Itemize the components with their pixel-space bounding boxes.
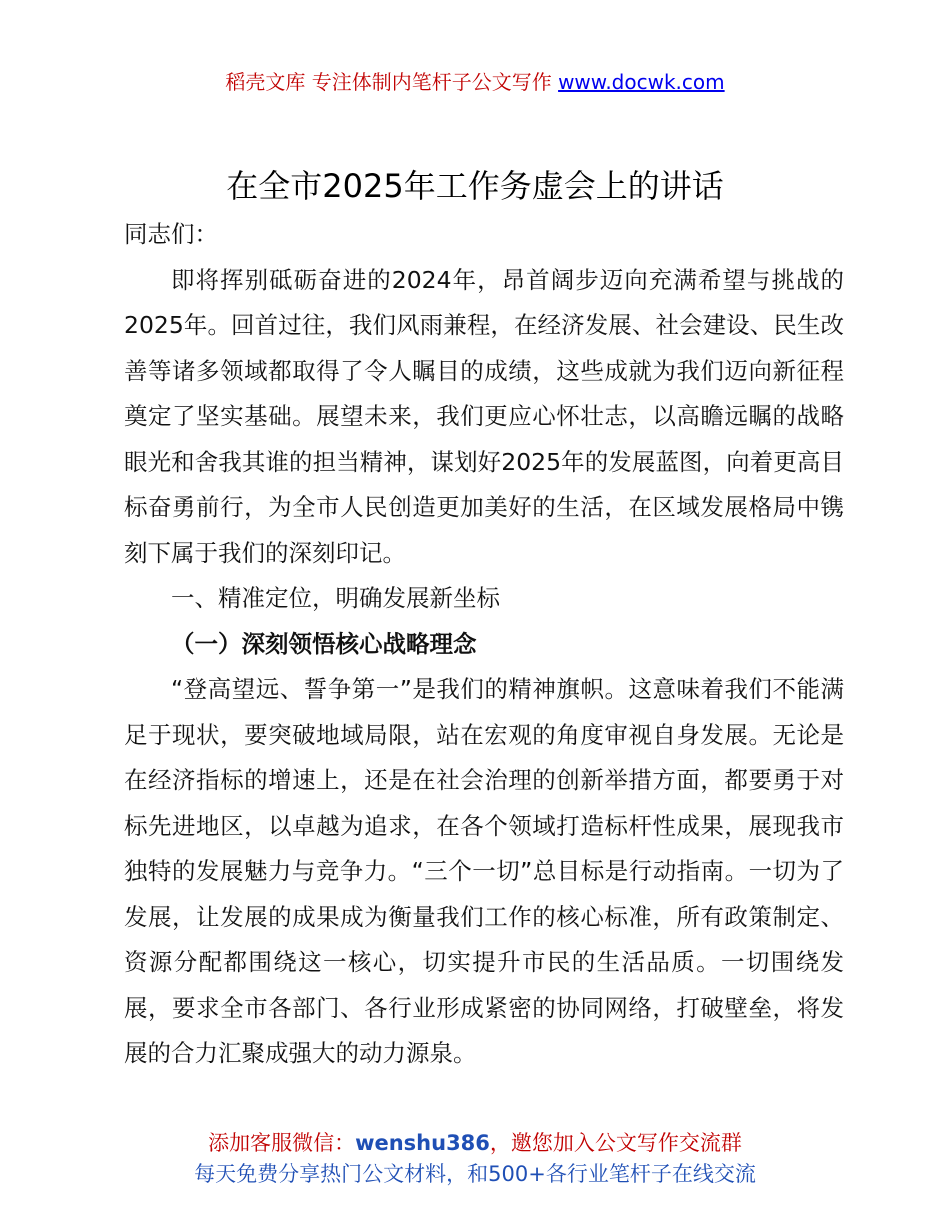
paragraph-body: “登高望远、誓争第一”是我们的精神旗帜。这意味着我们不能满足于现状，要突破地域局限，站在宏观的角度审视自身发展。无论是在经济指标的增速上，还是在社会治理的创新举措方面，都要勇于对标先进地区，以卓越为追求，在各个领域打造标杆性成果，展现我市独特的发展魅力与竞争力。“三个一切”总目标是行动指南。一切为了发展，让发展的成果成为衡量我们工作的核心标准，所有政策制定、资源分配都围绕这一核心，切实提升市民的生活品质。一切围绕发展，要求全市各部门、各行业形成紧密的协同网络，打破壁垒，将发展的合力汇聚成强大的动力源泉。 bbox=[124, 675, 844, 1067]
footer-line-2: 每天免费分享热门公文材料，和500+各行业笔杆子在线交流 bbox=[194, 1162, 756, 1186]
section-heading: 一、精准定位，明确发展新坐标 bbox=[171, 584, 500, 612]
salutation: 同志们： bbox=[124, 220, 218, 248]
footer-line-1 bbox=[0, 1128, 950, 1159]
footer-promo bbox=[0, 1128, 950, 1190]
subsection-heading: （一）深刻领悟核心战略理念 bbox=[171, 629, 477, 658]
footer-line-1-suffix: ，邀您加入公文写作交流群 bbox=[489, 1131, 742, 1155]
brand-text: 稻壳文库 专注体制内笔杆子公文写作 bbox=[225, 70, 552, 94]
paragraph-intro: 即将挥别砥砺奋进的2024年，昂首阔步迈向充满希望与挑战的2025年。回首过往，我们风雨兼程，在经济发展、社会建设、民生改善等诸多领域都取得了令人瞩目的成绩，这些成就为我们迈向新征程奠定了坚实基础。展望未来，我们更应心怀壮志，以高瞻远瞩的战略眼光和舍我其谁的担当精神，谋划好2025年的发展蓝图，向着更高目标奋勇前行，为全市人民创造更加美好的生活，在区域发展格局中镌刻下属于我们的深刻印记。 bbox=[124, 265, 844, 567]
footer-line-1-prefix: 添加客服微信： bbox=[208, 1131, 356, 1155]
header-banner bbox=[0, 68, 950, 96]
document-title: 在全市2025年工作务虚会上的讲话 bbox=[226, 167, 724, 205]
document-body bbox=[124, 212, 844, 1077]
website-link[interactable]: www.docwk.com bbox=[558, 70, 725, 94]
wechat-id: wenshu386 bbox=[355, 1131, 490, 1155]
